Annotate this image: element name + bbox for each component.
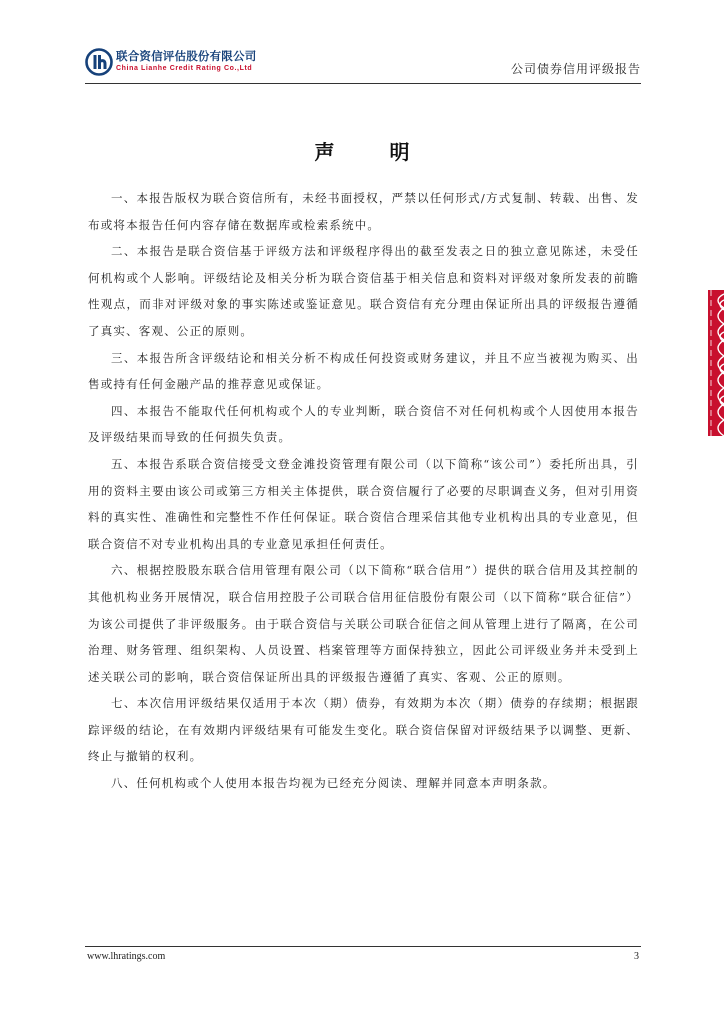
footer-divider: [85, 946, 641, 947]
brand-name-en: China Lianhe Credit Rating Co.,Ltd: [116, 65, 253, 72]
statement-paragraph-8: 八、任何机构或个人使用本报告均视为已经充分阅读、理解并同意本声明条款。: [111, 776, 556, 791]
footer-website-link[interactable]: www.lhratings.com: [87, 951, 166, 962]
header-divider: [85, 83, 641, 84]
statement-paragraph-1: 一、本报告版权为联合资信所有，未经书面授权，严禁以任何形式/方式复制、转载、出售、发布或将本报告任何内容存储在数据库或检索系统中。: [88, 191, 639, 232]
statement-paragraph-5: 五、本报告系联合资信接受文登金滩投资管理有限公司（以下简称“该公司”）委托所出具，引用的资料主要由该公司或第三方相关主体提供，联合资信履行了必要的尽职调查义务，但对引用资料的真实性、准确性和完整性不作任何保证。联合资信合理采信其他专业机构出具的专业意见，但联合资信不对专业机构出具的专业意见承担任何责任。: [88, 456, 639, 551]
page-number: 3: [634, 951, 639, 962]
red-pattern-strip: [708, 290, 724, 436]
statement-paragraph-7: 七、本次信用评级结果仅适用于本次（期）债券，有效期为本次（期）债券的存续期；根据跟踪评级的结论，在有效期内评级结果有可能发生变化。联合资信保留对评级结果予以调整、更新、终止与撤销的权利。: [88, 696, 639, 764]
statement-paragraph-2: 二、本报告是联合资信基于评级方法和评级程序得出的截至发表之日的独立意见陈述，未受任何机构或个人影响。评级结论及相关分析为联合资信基于相关信息和资料对评级对象所发表的前瞻性观点，而非对评级对象的事实陈述或鉴证意见。联合资信有充分理由保证所出具的评级报告遵循了真实、客观、公正的原则。: [88, 244, 639, 338]
statement-paragraph-6: 六、根据控股股东联合信用管理有限公司（以下简称“联合信用”）提供的联合信用及其控制的其他机构业务开展情况，联合信用控股子公司联合信用征信股份有限公司（以下简称“联合征信”）为该公司提供了非评级服务。由于联合资信与关联公司联合征信之间从管理上进行了隔离，在公司治理、财务管理、组织架构、人员设置、档案管理等方面保持独立，因此公司评级业务并未受到上述关联公司的影响，联合资信保证所出具的评级报告遵循了真实、客观、公正的原则。: [88, 563, 639, 684]
statement-paragraph-4: 四、本报告不能取代任何机构或个人的专业判断，联合资信不对任何机构或个人因使用本报告及评级结果而导致的任何损失负责。: [88, 403, 639, 445]
page-title: 声 明: [314, 140, 434, 164]
lianhe-logo-icon: [85, 48, 113, 76]
page-header: [85, 48, 641, 82]
brand-name-cn: 联合资信评估股份有限公司: [116, 49, 257, 63]
statement-paragraph-3: 三、本报告所含评级结论和相关分析不构成任何投资或财务建议，并且不应当被视为购买、出售或持有任何金融产品的推荐意见或保证。: [88, 350, 639, 392]
report-type: 公司债券信用评级报告: [510, 62, 641, 76]
statement-body: [88, 185, 639, 797]
